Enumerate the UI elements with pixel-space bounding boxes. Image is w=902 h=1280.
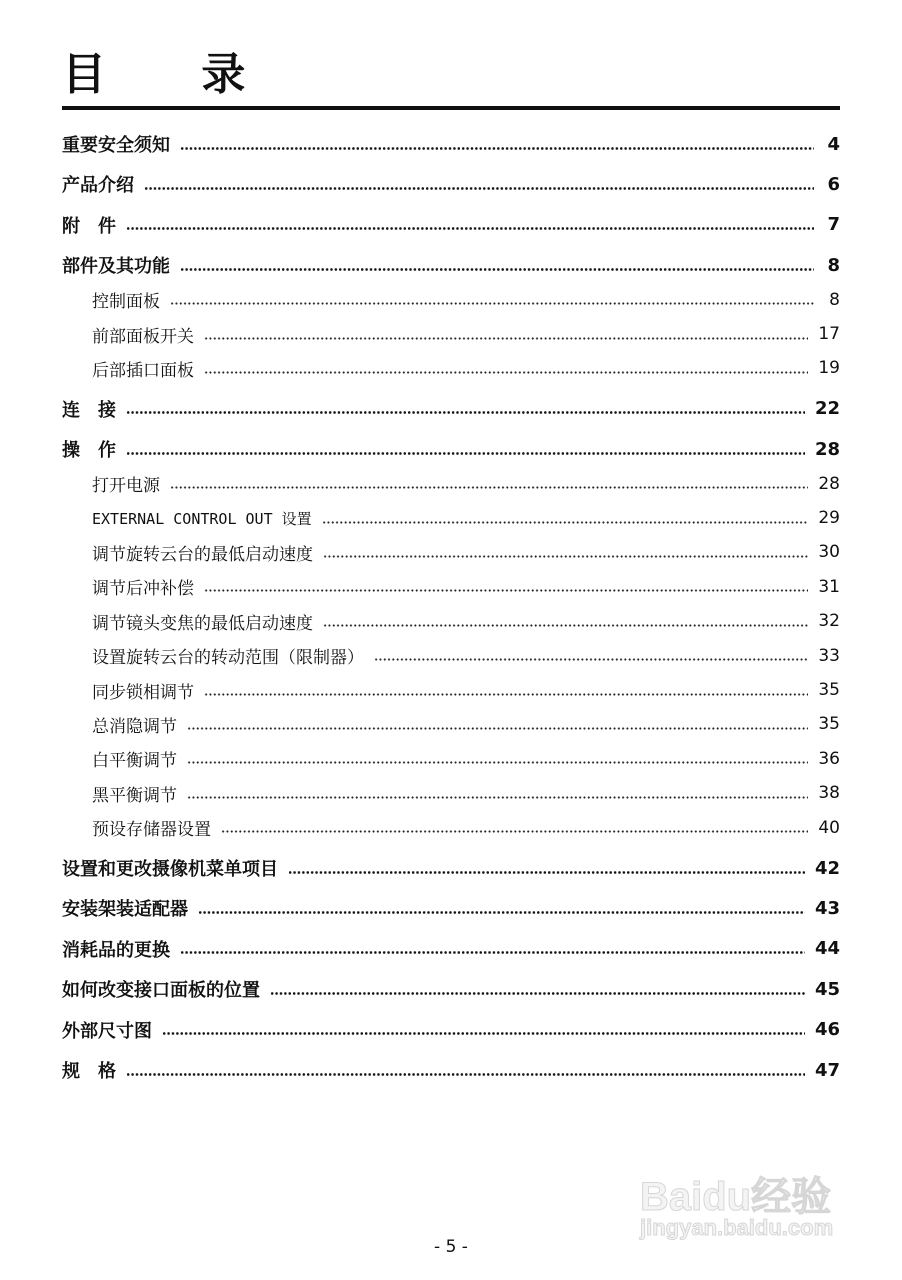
toc-entry-title: 控制面板: [92, 292, 160, 313]
watermark-brand: Baidu经验: [640, 1175, 832, 1219]
toc-entry-title: 设置旋转云台的转动范围（限制器）: [92, 648, 364, 669]
toc-entry-page: 28: [818, 473, 840, 494]
dot-leader: [374, 658, 808, 661]
toc-entry-page: 17: [818, 324, 840, 344]
toc-entry[interactable]: [92, 285, 840, 315]
dot-leader: [180, 268, 814, 271]
toc-entry-title: 设置和更改摄像机菜单项目: [62, 859, 278, 880]
dot-leader: [204, 337, 808, 340]
toc-entry[interactable]: [62, 1015, 840, 1045]
baidu-watermark-logo: [640, 1145, 870, 1240]
toc-entry-title: 附 件: [62, 215, 116, 237]
toc-entry-title: 打开电源: [92, 476, 160, 497]
toc-entry[interactable]: [92, 641, 840, 671]
toc-entry-page: 31: [818, 576, 840, 597]
dot-leader: [170, 486, 808, 489]
toc-entry[interactable]: [62, 169, 840, 199]
toc-entry-title: 重要安全须知: [62, 135, 170, 156]
dot-leader: [204, 589, 808, 592]
toc-entry-page: 36: [818, 748, 840, 769]
dot-leader: [187, 761, 808, 764]
dot-leader: [126, 411, 805, 414]
dot-leader: [126, 1073, 805, 1076]
toc-entry[interactable]: [62, 210, 840, 240]
dot-leader: [288, 871, 805, 874]
dot-leader: [144, 187, 814, 190]
toc-entry-title: 后部插口面板: [92, 360, 194, 381]
toc-entry-page: 44: [814, 938, 840, 960]
dot-leader: [270, 992, 805, 995]
dot-leader: [221, 830, 808, 833]
toc-entry[interactable]: [62, 853, 840, 883]
toc-entry[interactable]: [62, 394, 840, 424]
toc-entry-page: 8: [829, 289, 840, 310]
dot-leader: [187, 727, 808, 730]
toc-entry-page: 19: [818, 358, 840, 379]
toc-entry[interactable]: [62, 129, 840, 159]
toc-entry-title: 如何改变接口面板的位置: [62, 980, 260, 1002]
toc-entry[interactable]: [92, 319, 840, 349]
toc-entry-page: 46: [814, 1019, 840, 1041]
toc-entry[interactable]: [62, 893, 840, 923]
toc-entry-page: 35: [818, 714, 840, 735]
toc-entry-page: 38: [818, 783, 840, 804]
toc-entry-page: 40: [818, 817, 840, 838]
dot-leader: [126, 227, 814, 230]
toc-entry-title: 部件及其功能: [62, 256, 170, 278]
toc-entry-title: 前部面板开关: [92, 326, 194, 347]
toc-entry-page: 30: [818, 542, 840, 563]
toc-entry[interactable]: [92, 606, 840, 636]
toc-entry[interactable]: [92, 537, 840, 567]
toc-entry-title: 调节镜头变焦的最低启动速度: [92, 613, 313, 634]
dot-leader: [180, 147, 814, 150]
toc-entry-page: 8: [827, 254, 840, 276]
toc-entry-page: 42: [814, 857, 840, 879]
toc-entry-title: 产品介绍: [62, 175, 134, 197]
toc-entry[interactable]: [62, 250, 840, 280]
toc-entry[interactable]: [92, 744, 840, 774]
toc-entry-title: 黑平衡调节: [92, 785, 177, 806]
dot-leader: [187, 796, 808, 799]
dot-leader: [323, 624, 808, 627]
toc-entry[interactable]: [92, 503, 840, 533]
page-number: - 5 -: [434, 1237, 468, 1257]
title-rule: [62, 106, 840, 110]
toc-entry[interactable]: [92, 778, 840, 808]
toc-entry[interactable]: [62, 1055, 840, 1085]
page-title: 目 录: [62, 49, 286, 100]
toc-entry-page: 6: [827, 173, 840, 195]
dot-leader: [162, 1032, 805, 1035]
toc-entry-page: 33: [818, 645, 840, 666]
toc-entry-page: 32: [818, 611, 840, 632]
toc-entry-page: 45: [814, 978, 840, 1000]
dot-leader: [126, 452, 805, 455]
toc-entry-title: 总消隐调节: [92, 716, 177, 737]
toc-entry-page: 35: [818, 680, 840, 700]
toc-entry[interactable]: [92, 709, 840, 739]
dot-leader: [323, 555, 808, 558]
dot-leader: [322, 521, 809, 524]
toc-entry-page: 29: [818, 508, 840, 528]
toc-entry-page: 43: [814, 897, 840, 919]
toc-entry-title: 白平衡调节: [92, 751, 177, 772]
dot-leader: [204, 693, 808, 696]
toc-entry-title: 调节后冲补偿: [92, 579, 194, 600]
toc-entry-title: 消耗品的更换: [62, 939, 170, 961]
toc-entry-title: 调节旋转云台的最低启动速度: [92, 544, 313, 565]
toc-entry[interactable]: [62, 974, 840, 1004]
toc-entry-page: 28: [814, 438, 840, 460]
toc-entry[interactable]: [92, 813, 840, 843]
dot-leader: [180, 951, 805, 954]
toc-entry[interactable]: [92, 353, 840, 383]
toc-entry-page: 22: [814, 398, 840, 420]
dot-leader: [204, 371, 808, 374]
dot-leader: [170, 302, 814, 305]
toc-entry-title: 预设存储器设置: [92, 820, 211, 841]
toc-entry-page: 47: [814, 1059, 840, 1081]
watermark-url: jingyan.baidu.com: [640, 1215, 834, 1240]
toc-entry-page: 4: [827, 133, 840, 155]
toc-entry[interactable]: [92, 469, 840, 499]
toc-entry-title: 同步锁相调节: [92, 682, 194, 703]
toc-entry-title: 规 格: [62, 1061, 116, 1082]
toc-entry-title: 外部尺寸图: [62, 1020, 152, 1042]
toc-entry-page: 7: [827, 214, 840, 236]
dot-leader: [198, 911, 805, 914]
toc-entry[interactable]: [92, 675, 840, 705]
toc-entry[interactable]: [62, 434, 840, 464]
toc-entry[interactable]: [62, 934, 840, 964]
toc-entry-title: 安装架装适配器: [62, 899, 188, 921]
toc-entry-title: EXTERNAL CONTROL OUT 设置: [92, 509, 312, 528]
toc-entry-title: 操 作: [62, 440, 116, 462]
toc-entry-title: 连 接: [62, 399, 116, 421]
toc-entry[interactable]: [92, 572, 840, 602]
